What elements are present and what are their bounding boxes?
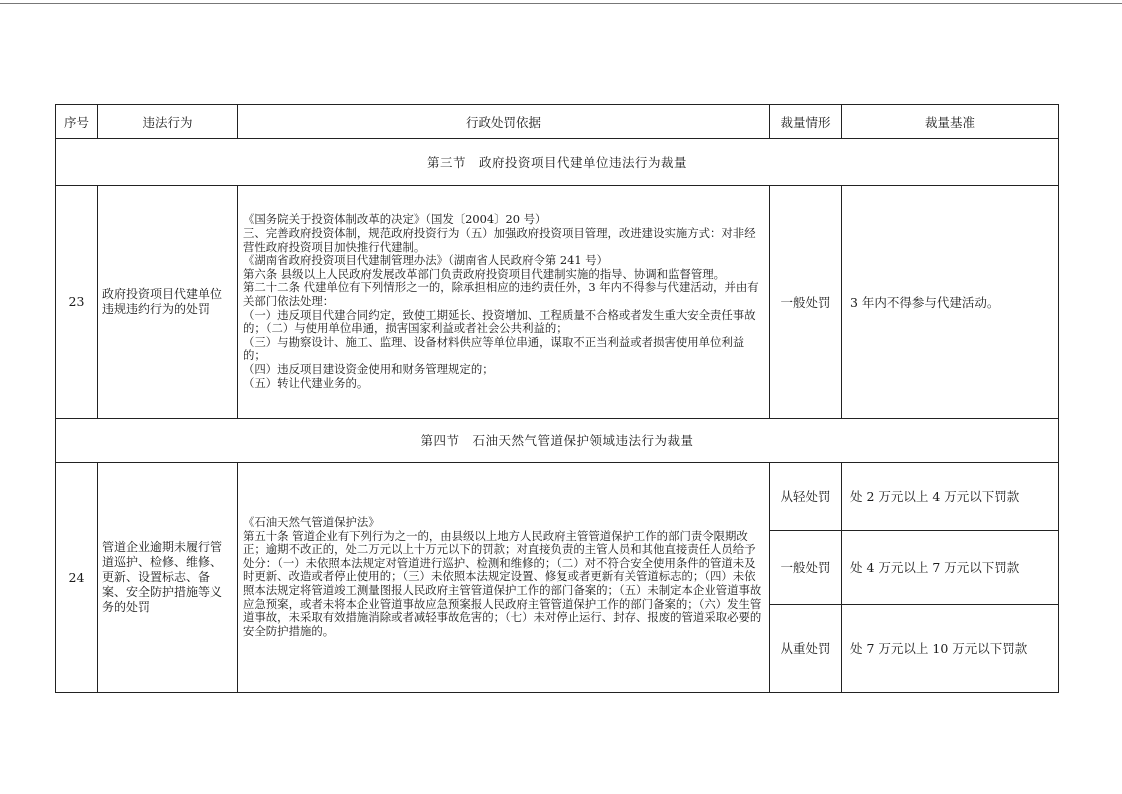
basis-line: （三）与勘察设计、施工、监理、设备材料供应等单位串通，谋取不正当利益或者损害使用单位利益的； (243, 334, 745, 363)
row-24-seq: 24 (56, 462, 98, 692)
basis-line: 《石油天然气管道保护法》 (243, 515, 380, 530)
row-24-standard-heavy: 处 7 万元以上 10 万元以下罚款 (842, 604, 1059, 692)
header-behavior: 违法行为 (98, 105, 238, 139)
section-4-title: 第四节 石油天然气管道保护领域违法行为裁量 (56, 418, 1059, 462)
page-top-rule (0, 3, 1122, 4)
row-24-standard-general: 处 4 万元以上 7 万元以下罚款 (842, 530, 1059, 604)
header-standard: 裁量基准 (842, 105, 1059, 139)
basis-line: （四）违反项目建设资金使用和财务管理规定的； (243, 361, 494, 376)
header-circumstance: 裁量情形 (770, 105, 842, 139)
basis-line: （一）违反项目代建合同约定，致使工期延长、投资增加、工程质量不合格或者发生重大安全责任事故的；（二）与使用单位串通，损害国家利益或者社会公共利益的； (243, 307, 756, 336)
table-row (56, 186, 1059, 418)
basis-line: 《国务院关于投资体制改革的决定》（国发〔2004〕20 号） (243, 212, 547, 227)
row-23-circumstance: 一般处罚 (770, 186, 842, 418)
basis-line: 第二十二条 代建单位有下列情形之一的，除承担相应的违约责任外，3 年内不得参与代建活动，并由有关部门依法处理： (243, 280, 759, 309)
table-row (56, 462, 1059, 530)
basis-line: 第六条 县级以上人民政府发展改革部门负责政府投资项目代建制实施的指导、协调和监督管理。 (243, 266, 726, 281)
basis-line: （五）转让代建业务的。 (243, 375, 369, 390)
header-seq: 序号 (56, 105, 98, 139)
row-24-standard-light: 处 2 万元以上 4 万元以下罚款 (842, 462, 1059, 530)
row-24-circumstance-heavy: 从重处罚 (770, 604, 842, 692)
section-3-title: 第三节 政府投资项目代建单位违法行为裁量 (56, 139, 1059, 186)
row-23-behavior: 政府投资项目代建单位违规违约行为的处罚 (98, 186, 238, 418)
row-24-circumstance-general: 一般处罚 (770, 530, 842, 604)
row-24-basis (238, 462, 770, 692)
row-23-seq: 23 (56, 186, 98, 418)
row-23-standard: 3 年内不得参与代建活动。 (842, 186, 1059, 418)
penalty-discretion-table (55, 104, 1059, 693)
basis-line: 第五十条 管道企业有下列行为之一的，由县级以上地方人民政府主管管道保护工作的部门责令限期改正；逾期不改正的，处二万元以上十万元以下的罚款；对直接负责的主管人员和其他直接责任人员给予处分：（一）未依照本法规定对管道进行巡护、检测和维修的；（二）对不符合安全使用条件的管道未及时更新、改造或者停止使用的；（三）未依照本法规定设置、修复或者更新有关管道标志的；（四）未依照本法规定将管道竣工测量图报人民政府主管管道保护工作的部门备案的；（五）未制定本企业管道事故应急预案，或者未将本企业管道事故应急预案报人民政府主管管道保护工作的部门备案的；（六）发生管道事故，未采取有效措施消除或者减轻事故危害的；（七）未对停止运行、封存、报废的管道采取必要的安全防护措施的。 (243, 528, 762, 638)
row-24-behavior: 管道企业逾期未履行管道巡护、检修、维修、更新、设置标志、备案、安全防护措施等义务的处罚 (98, 462, 238, 692)
row-23-basis (238, 186, 770, 418)
section-row (56, 418, 1059, 462)
basis-line: 三、完善政府投资体制，规范政府投资行为（五）加强政府投资项目管理，改进建设实施方式：对非经营性政府投资项目加快推行代建制。 (243, 226, 756, 254)
table-header-row (56, 105, 1059, 139)
header-basis: 行政处罚依据 (238, 105, 770, 139)
row-24-circumstance-light: 从轻处罚 (770, 462, 842, 530)
section-row (56, 139, 1059, 186)
basis-line: 《湖南省政府投资项目代建制管理办法》（湖南省人民政府令第 241 号） (243, 253, 609, 268)
